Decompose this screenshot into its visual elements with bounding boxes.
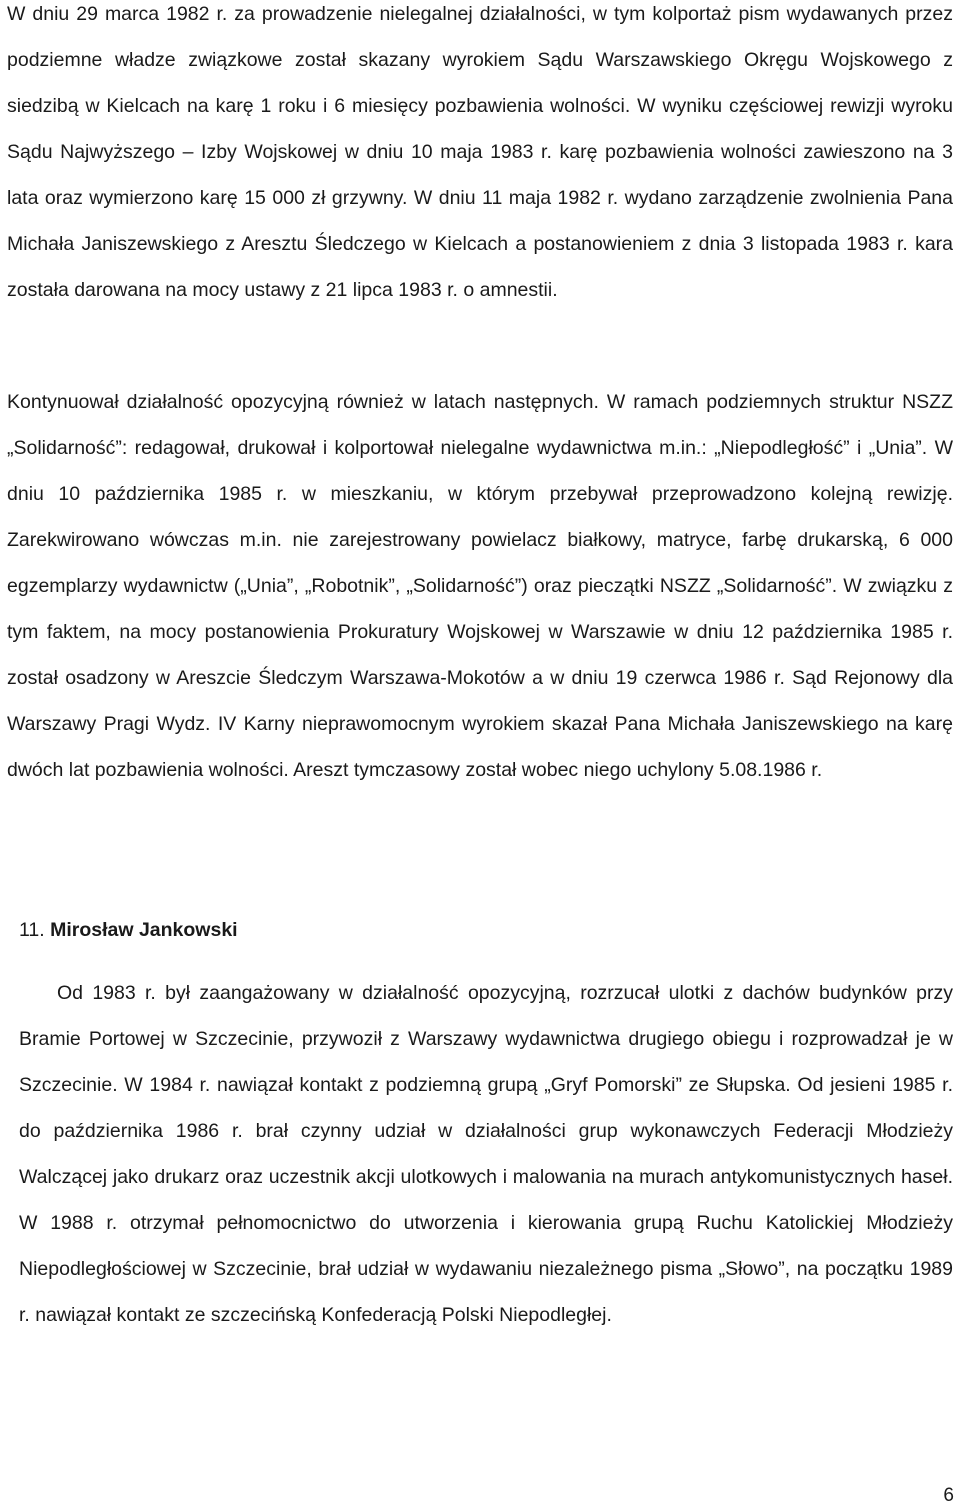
section-heading [19,911,238,949]
section-number: 11. [19,919,45,941]
paragraph-janiszewski-opposition: Kontynuował działalność opozycyjną również w latach następnych. W ramach podziemnych struktur NSZZ „Solidarność”: redagował, drukował i kolportował nielegalne wydawnictwa m.in.: „Niepodległość” i „Unia”. W dniu 10 października 1985 r. w mieszkaniu, w którym przebywał przeprowadzono kolejną rewizję. Zarekwirowano wówczas m.in. nie zarejestrowany powielacz białkowy, matryce, farbę drukarską, 6 000 egzemplarzy wydawnictw („Unia”, „Robotnik”, „Solidarność”) oraz pieczątki NSZZ „Solidarność”. W związku z tym faktem, na mocy postanowienia Prokuratury Wojskowej w Warszawie w dniu 12 października 1985 r. został osadzony w Areszcie Śledczym Warszawa-Mokotów a w dniu 19 czerwca 1986 r. Sąd Rejonowy dla Warszawy Pragi Wydz. IV Karny nieprawomocnym wyrokiem skazał Pana Michała Janiszewskiego na karę dwóch lat pozbawienia wolności. Areszt tymczasowy został wobec niego uchylony 5.08.1986 r. [7,391,953,781]
paragraph-janiszewski-sentence: W dniu 29 marca 1982 r. za prowadzenie nielegalnej działalności, w tym kolportaż pism wydawanych przez podziemne władze związkowe został skazany wyrokiem Sądu Warszawskiego Okręgu Wojskowego z siedzibą w Kielcach na karę 1 roku i 6 miesięcy pozbawienia wolności. W wyniku częściowej rewizji wyroku Sądu Najwyższego – Izby Wojskowej w dniu 10 maja 1983 r. karę pozbawienia wolności zawieszono na 3 lata oraz wymierzono karę 15 000 zł grzywny. W dniu 11 maja 1982 r. wydano zarządzenie zwolnienia Pana Michała Janiszewskiego z Aresztu Śledczego w Kielcach a postanowieniem z dnia 3 listopada 1983 r. kara została darowana na mocy ustawy z 21 lipca 1983 r. o amnestii. [7,3,953,301]
section-name: Mirosław Jankowski [50,919,238,941]
page-number: 6 [943,1485,954,1506]
paragraph-jankowski [19,970,953,1338]
paragraph-jankowski-text: Od 1983 r. był zaangażowany w działalność opozycyjną, rozrzucał ulotki z dachów budynków przy Bramie Portowej w Szczecinie, przywoził z Warszawy wydawnictwa drugiego obiegu i rozprowadzał je w Szczecinie. W 1984 r. nawiązał kontakt z podziemną grupą „Gryf Pomorski” ze Słupska. Od jesieni 1985 r. do października 1986 r. brał czynny udział w działalności grup wykonawczych Federacji Młodzieży Walczącej jako drukarz oraz uczestnik akcji ulotkowych i malowania na murach antykomunistycznych haseł. W 1988 r. otrzymał pełnomocnictwo do utworzenia i kierowania grupą Ruchu Katolickiej Młodzieży Niepodległościowej w Szczecinie, brał udział w wydawaniu niezależnego pisma „Słowo”, na początku 1989 r. nawiązał kontakt ze szczecińską Konfederacją Polski Niepodległej. [19,982,953,1326]
